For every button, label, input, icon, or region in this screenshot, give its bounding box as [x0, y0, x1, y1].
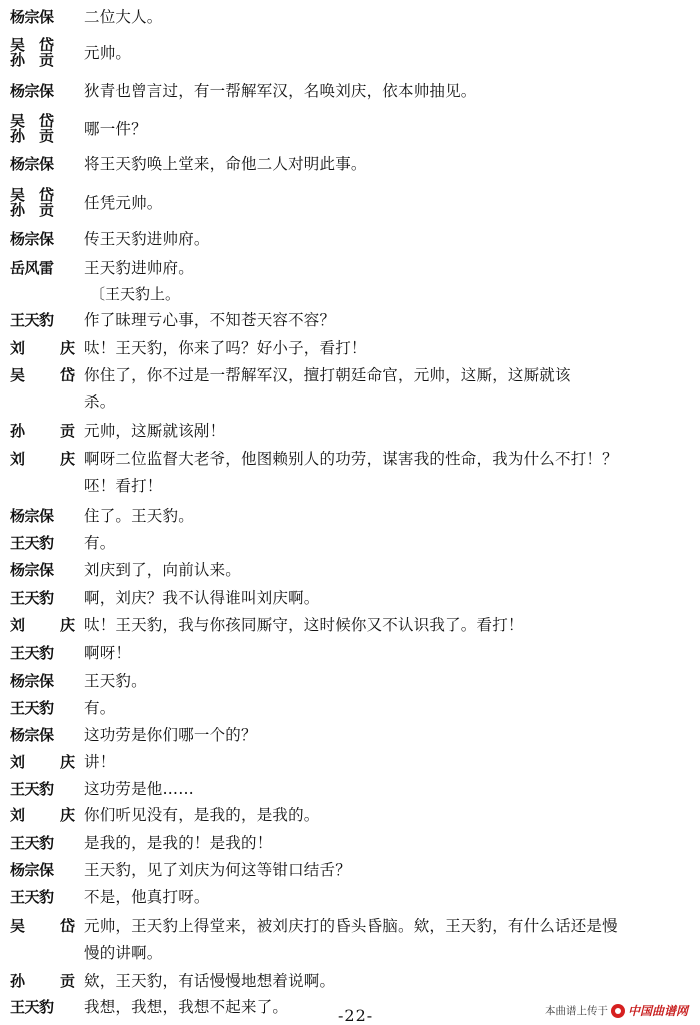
speaker-name: 孙 贡	[10, 422, 86, 440]
speaker-names	[10, 188, 80, 218]
dialogue-text: 住了。王天豹。	[84, 507, 194, 525]
speaker-name: 王天豹	[10, 998, 54, 1016]
speaker-name: 孙 贡	[10, 127, 54, 145]
dialogue-text: 王天豹进帅府。	[84, 259, 194, 277]
speaker-name: 杨宗保	[10, 672, 54, 690]
dialogue-text: 刘庆到了，向前认来。	[84, 561, 242, 579]
speaker-name: 杨宗保	[10, 561, 54, 579]
speaker-name: 孙 贡	[10, 51, 54, 69]
speaker-name: 王天豹	[10, 644, 54, 662]
speaker-name: 刘 庆	[10, 616, 86, 634]
speaker-name: 杨宗保	[10, 861, 54, 879]
speaker-name: 吴 岱	[10, 186, 54, 204]
speaker-name: 王天豹	[10, 834, 54, 852]
dialogue-text: 王天豹，见了刘庆为何这等钳口结舌？	[84, 861, 351, 879]
dialogue-continuation: 杀。	[84, 393, 116, 411]
speaker-names	[10, 38, 80, 68]
dialogue-text: 你住了，你不过是一帮解军汉，擅打朝廷命官，元帅，这厮，这厮就该	[84, 366, 571, 384]
speaker-name: 王天豹	[10, 589, 54, 607]
dialogue-text: 呔！王天豹，我与你孩同厮守，这时候你又不认识我了。看打！	[84, 616, 524, 634]
speaker-name: 杨宗保	[10, 82, 54, 100]
dialogue-text: 呔！王天豹，你来了吗？好小子，看打！	[84, 339, 367, 357]
speaker-name: 杨宗保	[10, 507, 54, 525]
speaker-name: 杨宗保	[10, 726, 54, 744]
speaker-names	[10, 114, 80, 144]
dialogue-text: 这功劳是你们哪一个的？	[84, 726, 257, 744]
dialogue-text: 有。	[84, 699, 116, 717]
logo-mark-icon	[611, 1004, 625, 1018]
speaker-name: 孙 贡	[10, 201, 54, 219]
dialogue-text: 王天豹。	[84, 672, 147, 690]
speaker-name: 杨宗保	[10, 230, 54, 248]
stage-direction: 〔王天豹上。	[90, 285, 181, 303]
speaker-name: 王天豹	[10, 534, 54, 552]
dialogue-text: 任凭元帅。	[84, 194, 163, 212]
speaker-name: 孙 贡	[10, 972, 86, 990]
speaker-name: 吴 岱	[10, 112, 54, 130]
dialogue-text: 不是，他真打呀。	[84, 888, 210, 906]
watermark-caption: 本曲谱上传于	[544, 1005, 608, 1017]
dialogue-text: 讲！	[84, 753, 116, 771]
speaker-name: 刘 庆	[10, 450, 86, 468]
dialogue-text: 作了昧理亏心事，不知苍天容不容？	[84, 311, 336, 329]
dialogue-text: 元帅，这厮就该剐！	[84, 422, 226, 440]
dialogue-text: 元帅，王天豹上得堂来，被刘庆打的昏头昏脑。欸，王天豹，有什么话还是慢	[84, 917, 618, 935]
speaker-name: 吴 岱	[10, 917, 86, 935]
speaker-name: 岳风雷	[10, 259, 54, 277]
speaker-name: 刘 庆	[10, 753, 86, 771]
dialogue-text: 狄青也曾言过，有一帮解军汉，名唤刘庆，依本帅抽见。	[84, 82, 477, 100]
dialogue-continuation: 呸！看打！	[84, 477, 163, 495]
dialogue-text: 啊，刘庆？我不认得谁叫刘庆啊。	[84, 589, 320, 607]
dialogue-text: 是我的，是我的！是我的！	[84, 834, 273, 852]
speaker-name: 王天豹	[10, 888, 54, 906]
speaker-name: 刘 庆	[10, 339, 86, 357]
dialogue-text: 哪一件？	[84, 120, 147, 138]
dialogue-text: 我想，我想，我想不起来了。	[84, 998, 289, 1016]
speaker-name: 杨宗保	[10, 155, 54, 173]
page-number: -22-	[338, 1006, 374, 1025]
speaker-name: 王天豹	[10, 311, 54, 329]
dialogue-text: 二位大人。	[84, 8, 163, 26]
watermark-site: 中国曲谱网	[627, 1004, 688, 1018]
dialogue-text: 将王天豹唤上堂来，命他二人对明此事。	[84, 155, 367, 173]
dialogue-text: 有。	[84, 534, 116, 552]
speaker-name: 王天豹	[10, 699, 54, 717]
speaker-name: 杨宗保	[10, 8, 54, 26]
speaker-name: 刘 庆	[10, 806, 86, 824]
watermark	[545, 1002, 688, 1019]
dialogue-text: 啊呀！	[84, 644, 132, 662]
dialogue-continuation: 慢的讲啊。	[84, 944, 163, 962]
speaker-name: 吴 岱	[10, 366, 86, 384]
speaker-name: 王天豹	[10, 780, 54, 798]
dialogue-text: 这功劳是他……	[84, 780, 194, 798]
dialogue-text: 元帅。	[84, 44, 132, 62]
speaker-name: 吴 岱	[10, 36, 54, 54]
dialogue-text: 欸，王天豹，有话慢慢地想着说啊。	[84, 972, 336, 990]
dialogue-text: 你们听见没有，是我的，是我的。	[84, 806, 320, 824]
dialogue-text: 啊呀二位监督大老爷，他图赖别人的功劳，谋害我的性命，我为什么不打！？	[84, 450, 618, 468]
dialogue-text: 传王天豹进帅府。	[84, 230, 210, 248]
